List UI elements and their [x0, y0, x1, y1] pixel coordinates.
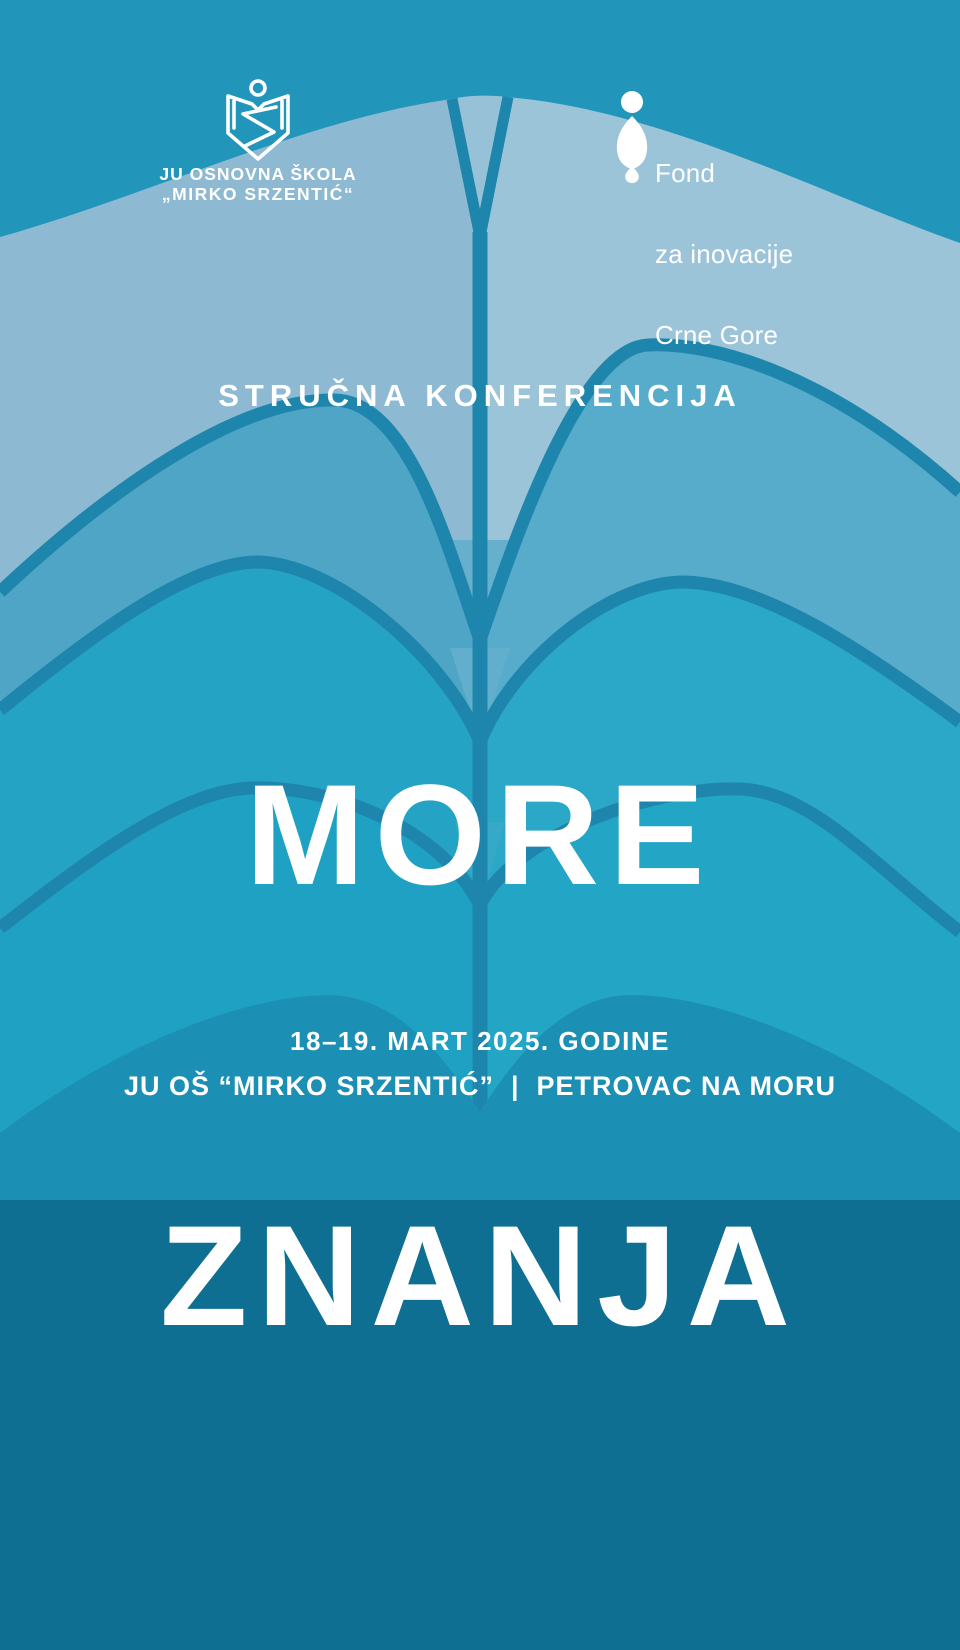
conference-kicker: STRUČNA KONFERENCIJA [218, 378, 742, 413]
school-logo-name-line1: JU OSNOVNA ŠKOLA [159, 164, 357, 184]
school-logo-name-line2: „MIRKO SRZENTIĆ“ [161, 184, 355, 204]
title-line-1: MORE [245, 756, 715, 915]
fond-logo-wordmark [655, 106, 793, 403]
conference-venue: JU OŠ “MIRKO SRZENTIĆ” | PETROVAC NA MORU [123, 1071, 837, 1101]
fond-logo-line2: za inovacije [655, 239, 794, 269]
fond-logo-line1: Fond [655, 158, 716, 188]
conference-date: 18–19. MART 2025. GODINE [290, 1026, 670, 1056]
title-line-2: ZNANJA [160, 1197, 800, 1356]
fond-logo-line3: Crne Gore [655, 320, 779, 350]
